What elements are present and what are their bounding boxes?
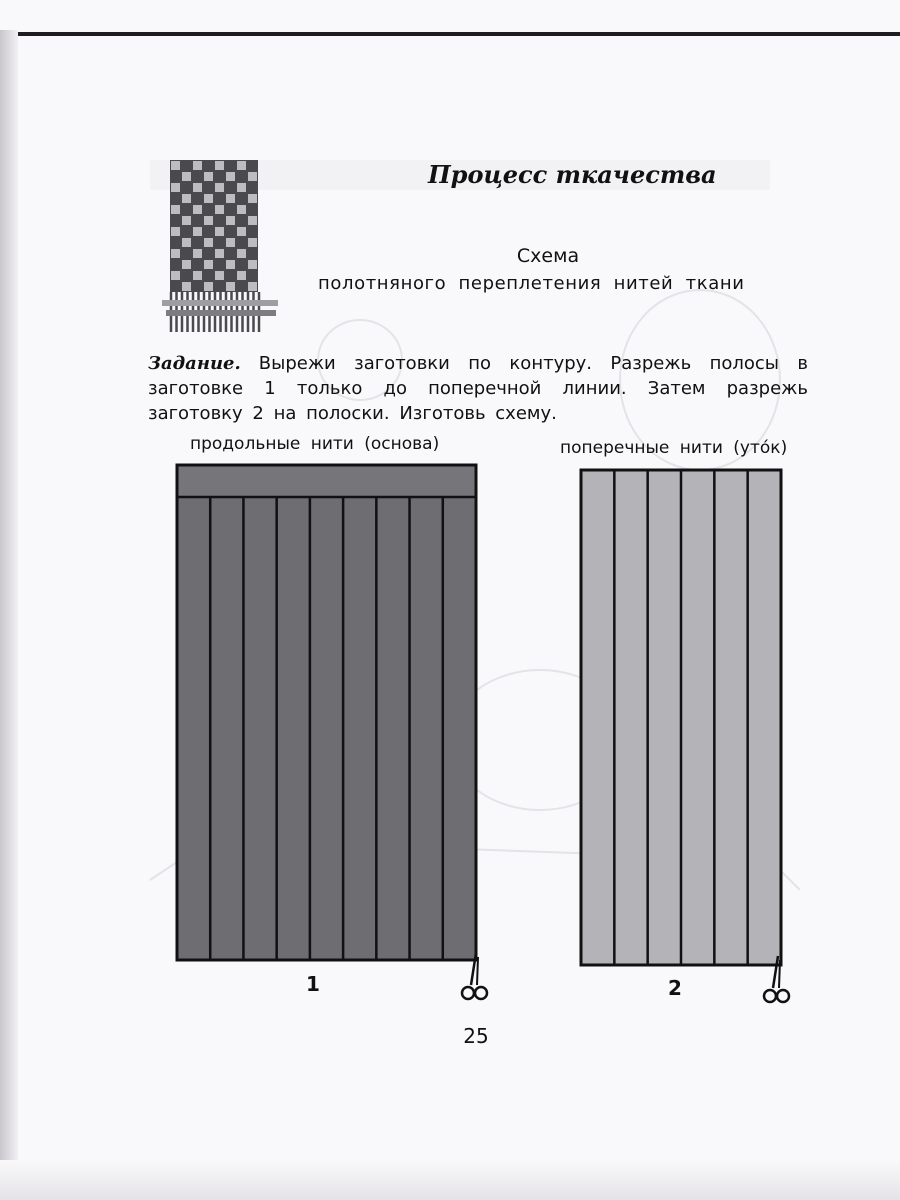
scissors-handle (462, 987, 474, 999)
task-label: Задание. (148, 353, 241, 374)
blank-1-fill (177, 465, 476, 960)
scissors-blade (779, 960, 780, 988)
blank-1-header (177, 465, 476, 497)
scissors-handle (777, 990, 789, 1002)
scheme-title: Схема (516, 245, 580, 267)
blank-1-number: 1 (306, 972, 320, 996)
page-number: 25 (463, 1024, 489, 1048)
blank-2-number: 2 (668, 976, 682, 1000)
blank-2 (581, 470, 781, 965)
blank-1 (177, 465, 476, 960)
task-text: Вырежи заготовки по контуру. Разрежь полосы в заготовке 1 только до поперечной линии. Затем разрежь заготовку 2 на полоски. Изготовь схему. (148, 353, 808, 424)
weft-threads-label: поперечные нити (уто́к) (560, 438, 788, 458)
scissors-handle (475, 987, 487, 999)
scheme-subtitle: полотняного переплетения нитей ткани (318, 273, 745, 294)
warp-threads-label: продольные нити (основа) (190, 434, 440, 454)
scissors-handle (764, 990, 776, 1002)
page-title: Процесс ткачества (428, 160, 717, 189)
scissors-blade (477, 957, 478, 985)
